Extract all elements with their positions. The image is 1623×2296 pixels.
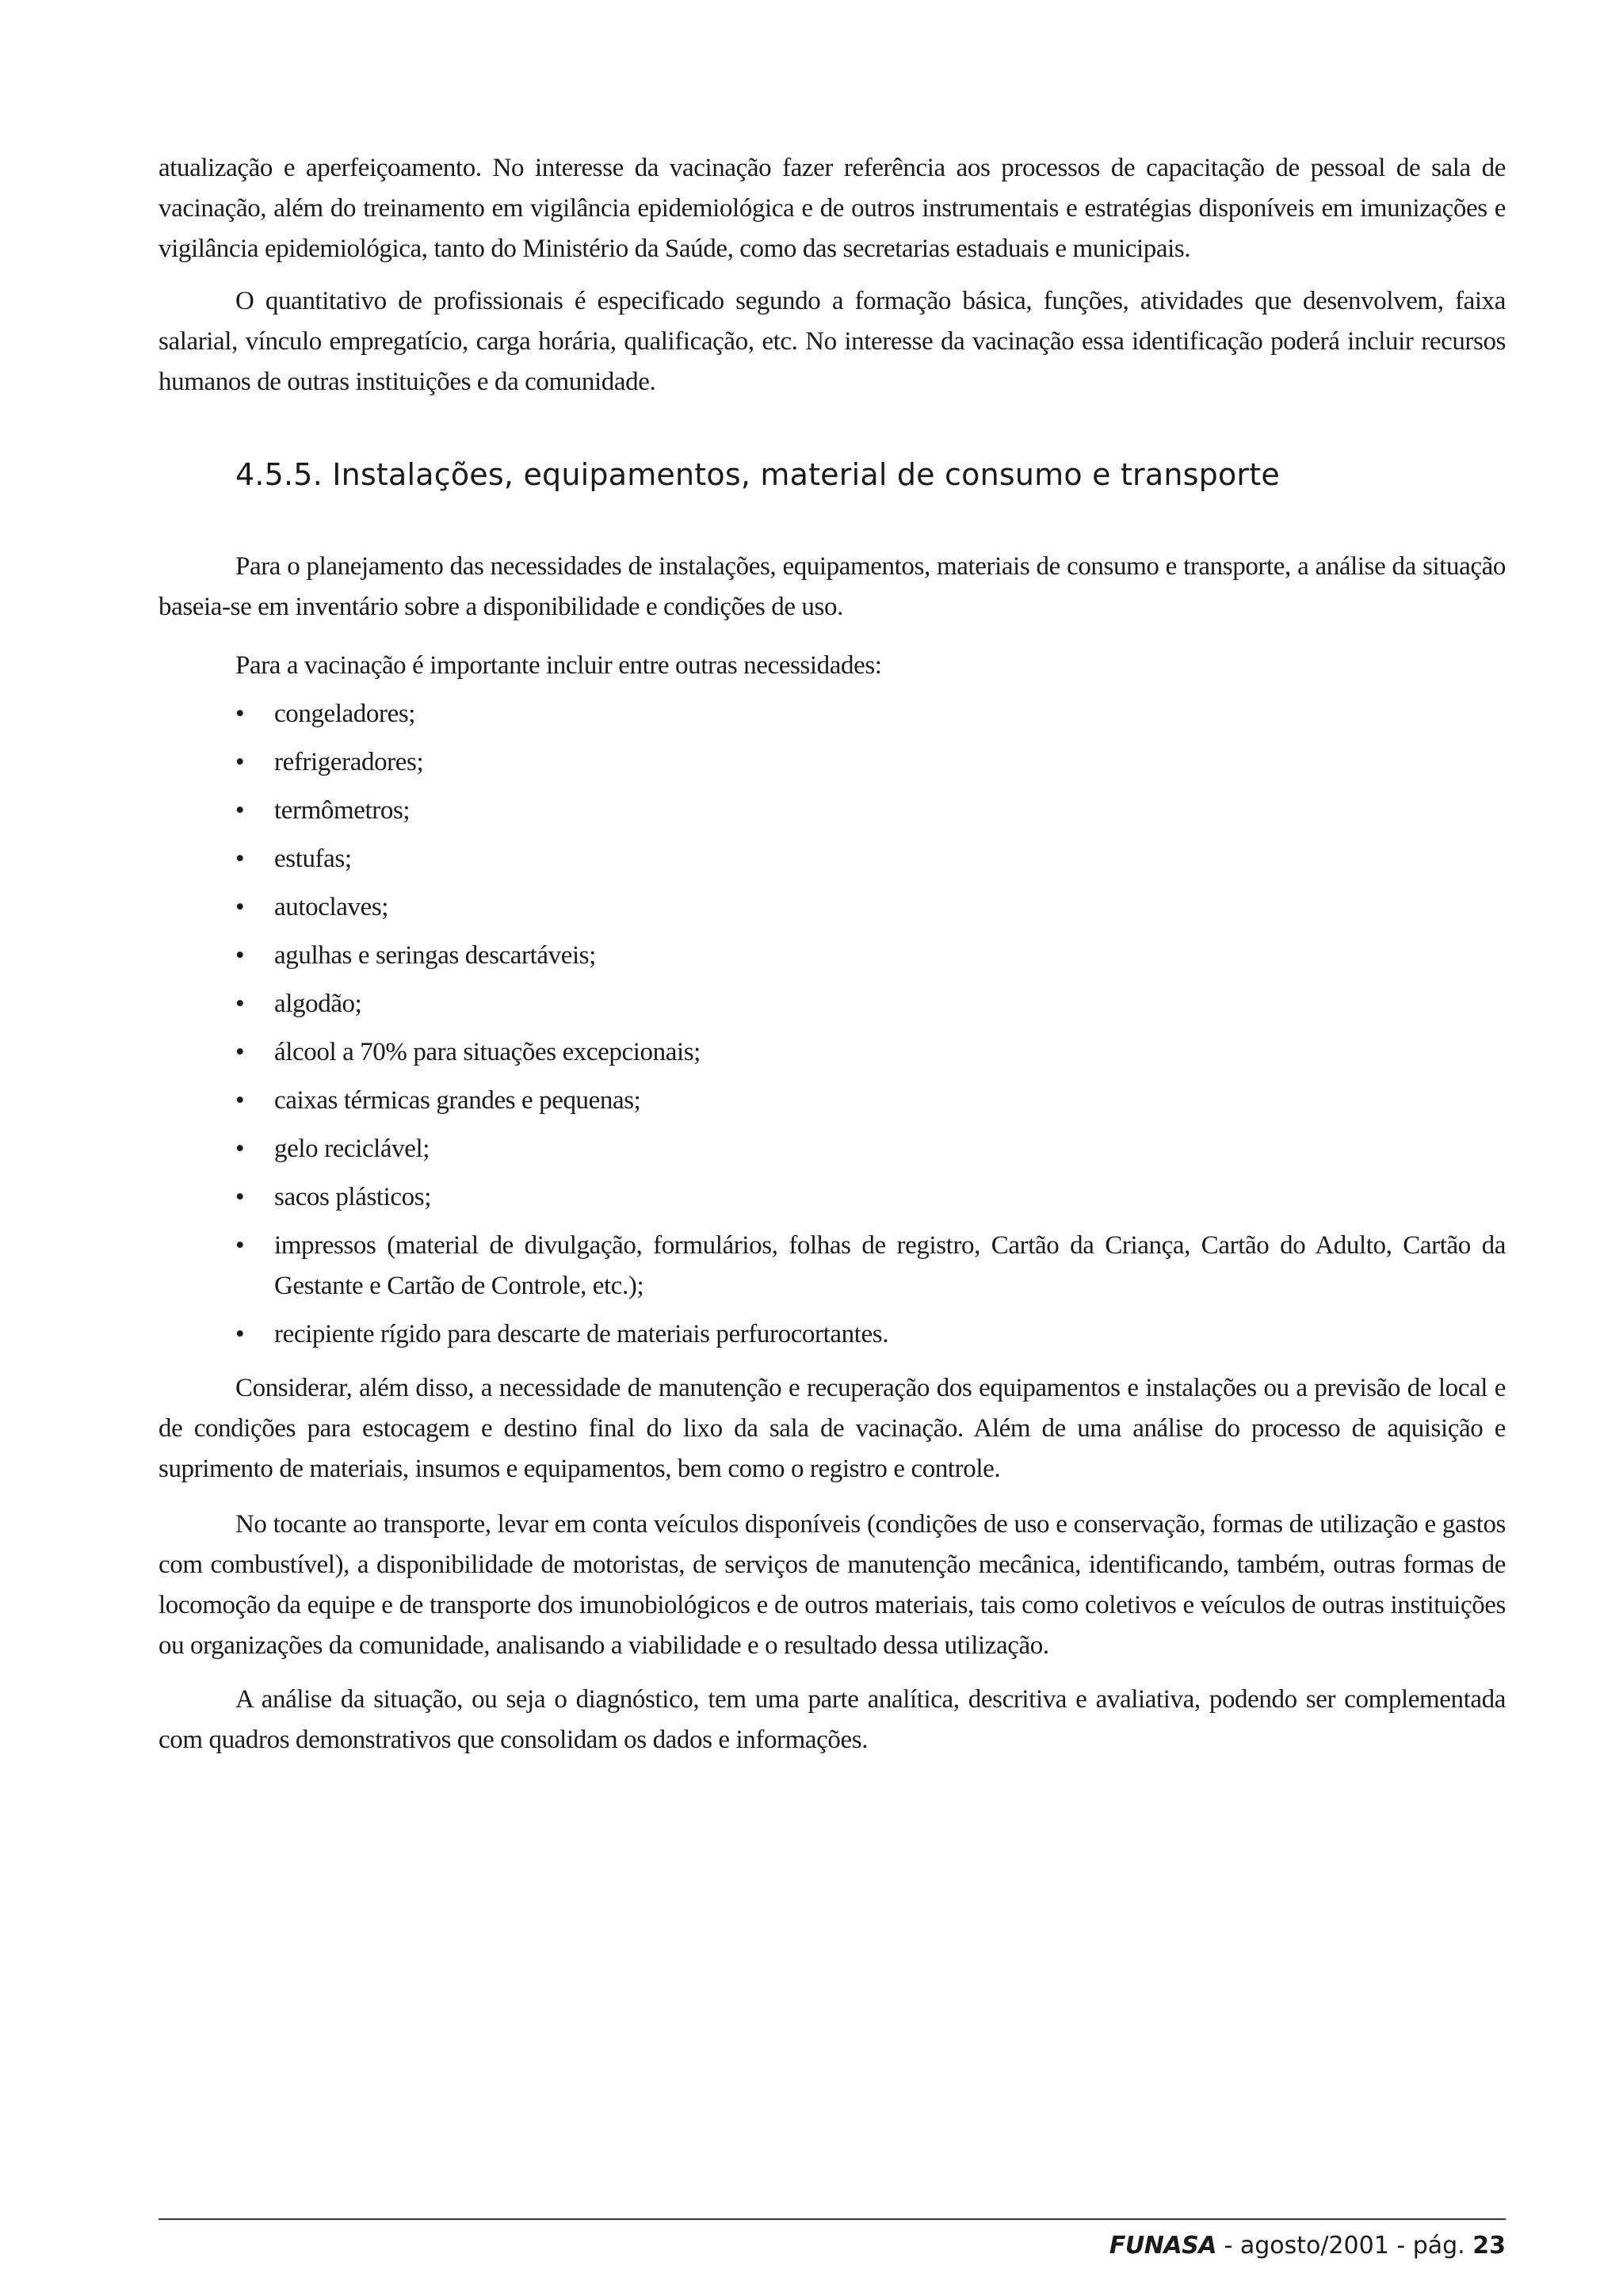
needs-list [235,694,1506,1363]
bullet-icon: • [235,990,245,1018]
bullet-icon: • [235,1320,245,1348]
paragraph-needs-intro: Para a vacinação é importante incluir entre outras necessidades: [235,651,882,680]
paragraph-training: atualização e aperfeiçoamento. No interesse da vacinação fazer referência aos processos de capacitação de pessoal de sala de vacinação, além do treinamento em vigilância epidemiológica e de outros instrumentais e estratégias disponíveis em imunizações e vigilância epidemiológica, tanto do Ministério da Saúde, como das secretarias estaduais e municipais. [158,154,1506,263]
bullet-icon: • [235,1135,245,1163]
list-item [235,936,1506,976]
footer-date: - agosto/2001 - pág. [1216,2232,1473,2260]
list-item [235,1177,1506,1218]
list-item-text: recipiente rígido para descarte de materiais perfurocortantes. [274,1320,889,1348]
list-item-text: autoclaves; [274,893,389,921]
bullet-icon: • [235,941,245,970]
list-item [235,1226,1506,1306]
list-item [235,887,1506,928]
list-item-text: agulhas e seringas descartáveis; [274,941,596,970]
list-item [235,694,1506,734]
list-item-text: álcool a 70% para situações excepcionais; [274,1038,701,1066]
list-item-text: caixas térmicas grandes e pequenas; [274,1086,641,1115]
bullet-icon: • [235,893,245,921]
list-item-text: sacos plásticos; [274,1183,431,1211]
list-item [235,1032,1506,1073]
bullet-icon: • [235,845,245,873]
list-item-text: estufas; [274,845,352,873]
list-item-text: congeladores; [274,700,416,728]
bullet-icon: • [235,1038,245,1066]
bullet-icon: • [235,1183,245,1211]
list-item [235,1129,1506,1169]
list-item [235,984,1506,1024]
list-item [235,1081,1506,1121]
section-heading: 4.5.5. Instalações, equipamentos, material de consumo e transporte [235,457,1280,492]
footer-brand: FUNASA [1109,2232,1216,2260]
footer-divider [158,2218,1506,2220]
list-item-text: gelo reciclável; [274,1135,430,1163]
paragraph-maintenance: Considerar, além disso, a necessidade de manutenção e recuperação dos equipamentos e instalações ou a previsão de local e de condições para estocagem e destino final do lixo da sala de vacinação. Além de uma análise do processo de aquisição e suprimento de materiais, insumos e equipamentos, bem como o registro e controle. [158,1374,1506,1483]
paragraph-transport: No tocante ao transporte, levar em conta veículos disponíveis (condições de uso e conservação, formas de utilização e gastos com combustível), a disponibilidade de motoristas, de serviços de manutenção mecânica, identificando, também, outras formas de locomoção da equipe e de transporte dos imunobiológicos e de outros materiais, tais como coletivos e veículos de outras instituições ou organizações da comunidade, analisando a viabilidade e o resultado dessa utilização. [158,1510,1506,1660]
list-item-text: algodão; [274,990,362,1018]
list-item-text: refrigeradores; [274,748,424,776]
bullet-icon: • [235,748,245,776]
bullet-icon: • [235,700,245,728]
paragraph-planning: Para o planejamento das necessidades de instalações, equipamentos, materiais de consumo e transporte, a análise da situação baseia-se em inventário sobre a disponibilidade e condições de uso. [158,552,1506,621]
list-item [235,839,1506,879]
list-item-text: termômetros; [274,796,411,825]
bullet-icon: • [235,796,245,825]
paragraph-staff-quantity: O quantitativo de profissionais é especificado segundo a formação básica, funções, atividades que desenvolvem, faixa salarial, vínculo empregatício, carga horária, qualificação, etc. No interesse da vacinação essa identificação poderá incluir recursos humanos de outras instituições e da comunidade. [158,287,1506,396]
list-item [235,742,1506,783]
bullet-icon: • [235,1231,245,1260]
page-footer [1109,2230,1506,2262]
paragraph-diagnosis: A análise da situação, ou seja o diagnóstico, tem uma parte analítica, descritiva e avaliativa, podendo ser complementada com quadros demonstrativos que consolidam os dados e informações. [158,1685,1506,1754]
bullet-icon: • [235,1086,245,1115]
list-item-text: impressos (material de divulgação, formulários, folhas de registro, Cartão da Criança, Cartão do Adulto, Cartão da Gestante e Cartão de Controle, etc.); [274,1231,1506,1300]
page-number: 23 [1472,2232,1506,2260]
list-item [235,1314,1506,1355]
list-item [235,791,1506,831]
